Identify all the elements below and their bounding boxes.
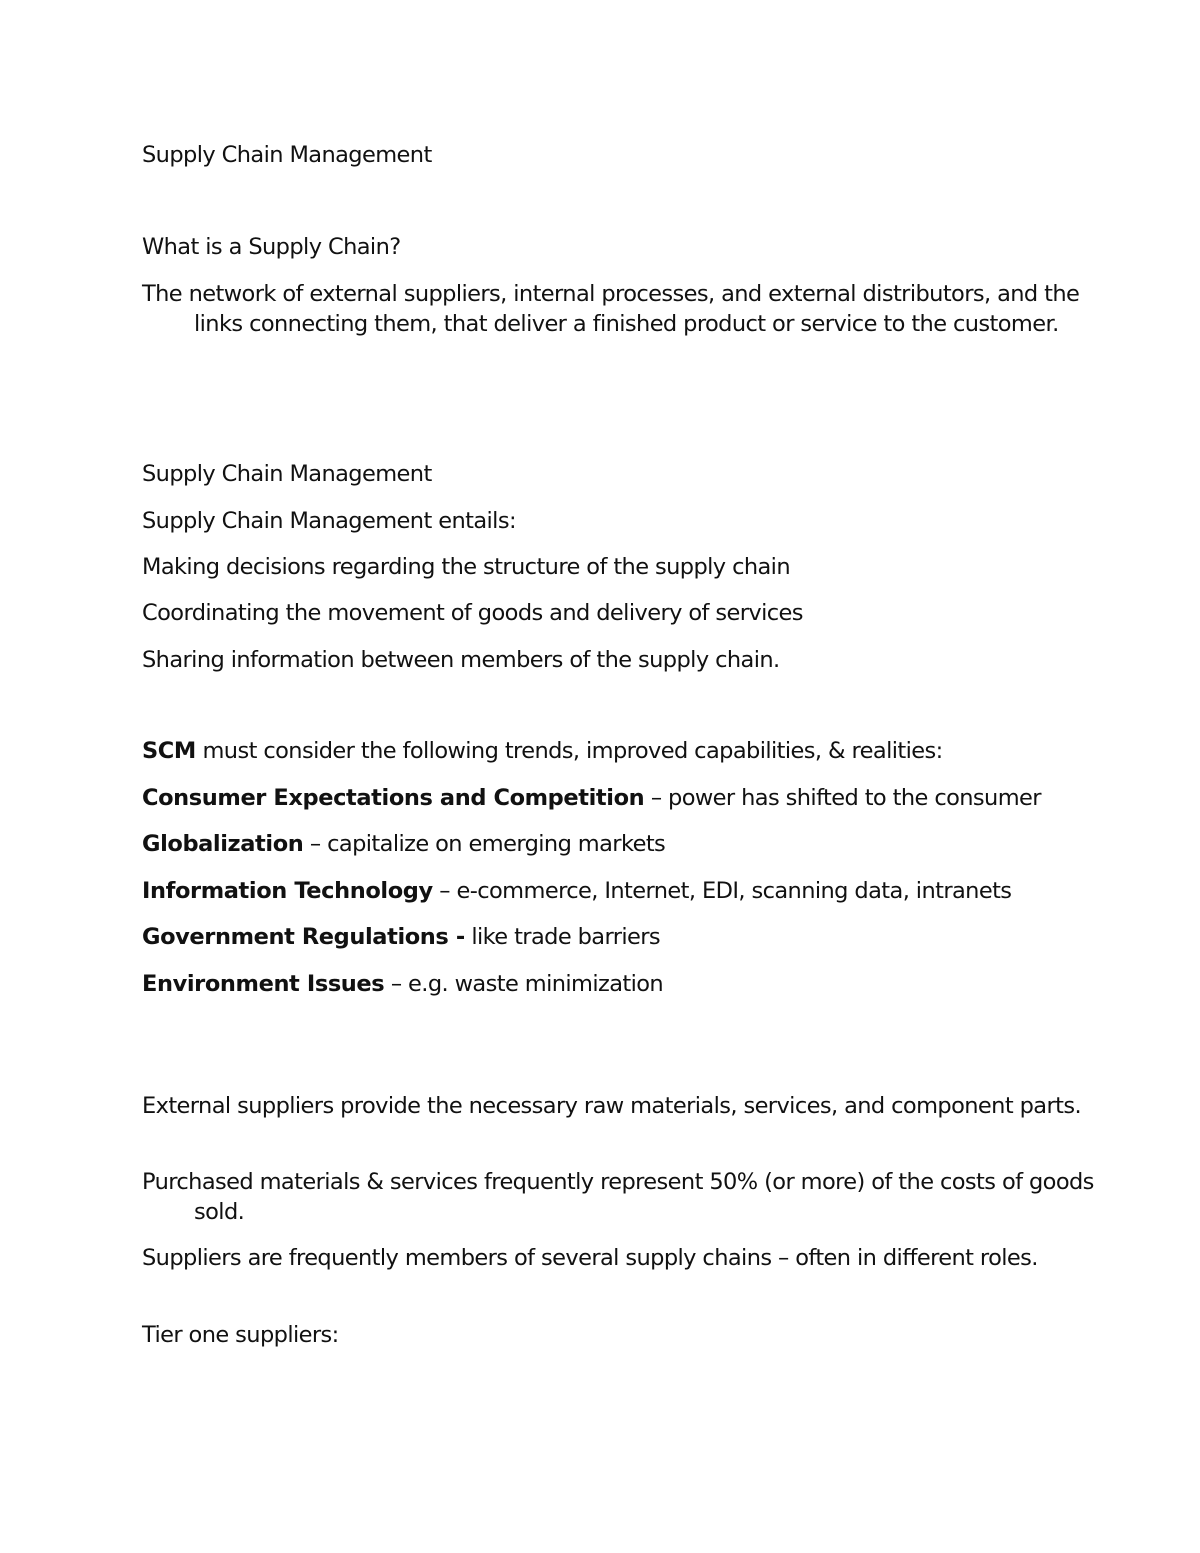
- term-description: – e-commerce, Internet, EDI, scanning data, intranets: [432, 878, 1012, 904]
- supplier-paragraph: Purchased materials & services frequently represent 50% (or more) of the costs of goods sold.: [142, 1169, 1094, 1225]
- bold-term: Government Regulations -: [142, 924, 465, 950]
- trend-item: [142, 876, 1011, 906]
- section-title: Supply Chain Management: [142, 461, 432, 487]
- term-description: must consider the following trends, improved capabilities, & realities:: [195, 738, 943, 764]
- scm-intro: Supply Chain Management entails:: [142, 508, 516, 534]
- scm-trends-intro: [142, 736, 943, 766]
- bold-term: Consumer Expectations and Competition: [142, 785, 645, 811]
- definition-paragraph: The network of external suppliers, internal processes, and external distributors, and the links connecting them, that deliver a finished product or service to the customer.: [142, 281, 1080, 337]
- term-description: – capitalize on emerging markets: [303, 831, 666, 857]
- supplier-paragraph: External suppliers provide the necessary raw materials, services, and component parts.: [142, 1093, 1082, 1119]
- trend-item: [142, 783, 1041, 813]
- question-heading: What is a Supply Chain?: [142, 234, 401, 260]
- trend-item: [142, 969, 663, 999]
- bold-term: Globalization: [142, 831, 304, 857]
- list-item: Coordinating the movement of goods and delivery of services: [142, 600, 803, 626]
- list-item: Sharing information between members of the supply chain.: [142, 647, 780, 673]
- supplier-paragraph: Suppliers are frequently members of several supply chains – often in different roles.: [142, 1245, 1038, 1271]
- term-description: like trade barriers: [464, 924, 661, 950]
- list-item: Making decisions regarding the structure of the supply chain: [142, 554, 790, 580]
- section-title: Supply Chain Management: [142, 142, 432, 168]
- trend-item: [142, 922, 660, 952]
- bold-term: Information Technology: [142, 878, 433, 904]
- trend-item: [142, 829, 665, 859]
- term-description: – e.g. waste minimization: [384, 971, 664, 997]
- bold-term: SCM: [142, 738, 196, 764]
- term-description: – power has shifted to the consumer: [644, 785, 1041, 811]
- supplier-paragraph: Tier one suppliers:: [142, 1322, 339, 1348]
- bold-term: Environment Issues: [142, 971, 385, 997]
